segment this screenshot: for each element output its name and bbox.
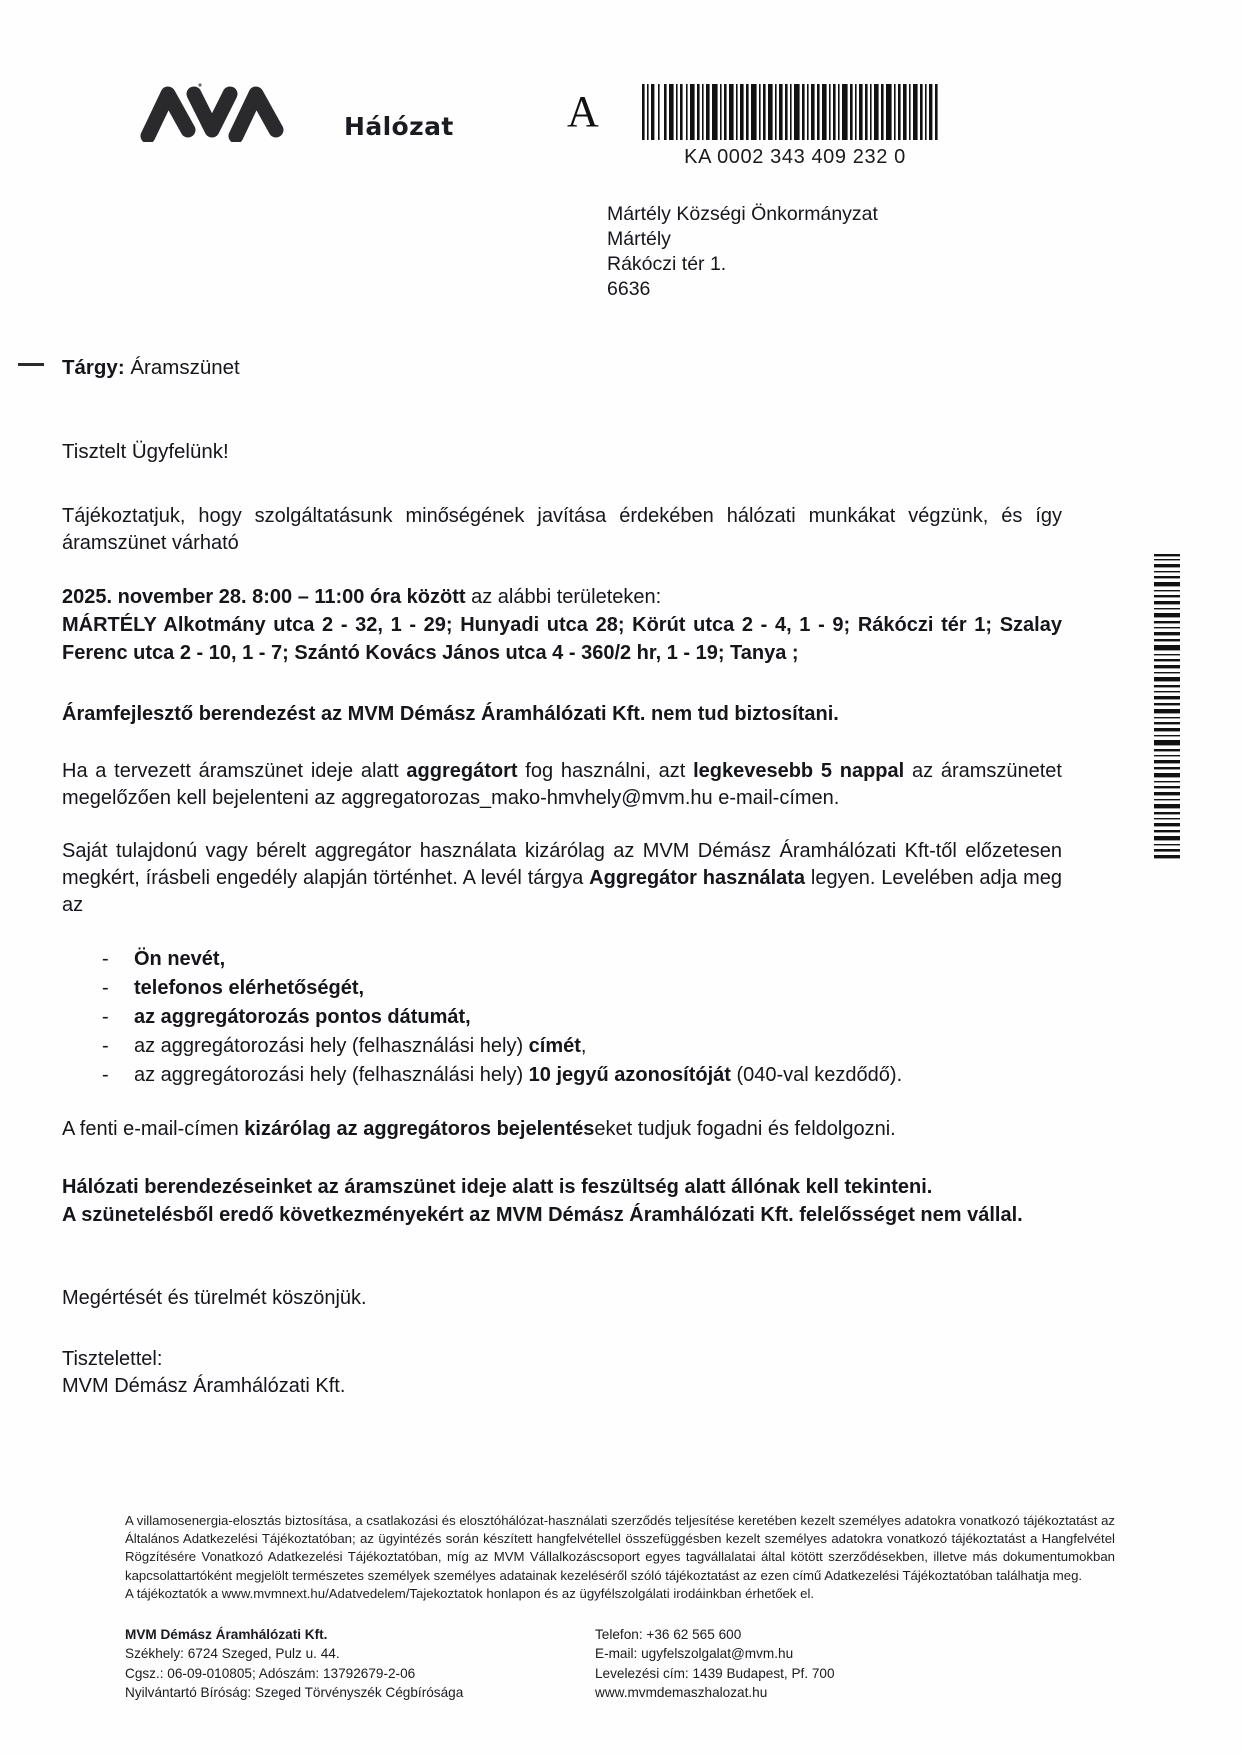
footer-company-court: Nyilvántartó Bíróság: Szeged Törvényszék Cégbírósága bbox=[125, 1685, 464, 1701]
signoff-line-1: Tisztelettel: bbox=[62, 1348, 163, 1370]
list-item bbox=[62, 945, 1062, 974]
footer-contact-details bbox=[595, 1625, 1055, 1703]
subject-value: Áramszünet bbox=[124, 356, 240, 379]
email-note-paragraph bbox=[62, 1116, 1062, 1143]
thanks-line: Megértését és türelmét köszönjük. bbox=[62, 1287, 367, 1309]
letter-body bbox=[62, 355, 1062, 1400]
subject-line bbox=[62, 355, 1062, 381]
footer-contact-website: www.mvmdemaszhalozat.hu bbox=[595, 1685, 768, 1701]
address-line-1: Mártély Községi Önkormányzat bbox=[607, 203, 878, 225]
footer-contact-phone: Telefon: +36 62 565 600 bbox=[595, 1627, 742, 1643]
list-item-pre: az aggregátorozási hely (felhasználási hely) bbox=[134, 1064, 529, 1086]
list-item-post: , bbox=[580, 1035, 587, 1057]
agg-p1-c: fog használni, azt bbox=[517, 760, 694, 782]
list-item bbox=[62, 974, 1062, 1003]
outage-details-block bbox=[62, 583, 1062, 667]
safety-warning-block bbox=[62, 1173, 1062, 1229]
side-barcode bbox=[1154, 552, 1180, 862]
agg-p1-bold-2: legkevesebb 5 nappal bbox=[693, 760, 905, 782]
signoff-line-2: MVM Démász Áramhálózati Kft. bbox=[62, 1375, 346, 1397]
list-dash: - bbox=[102, 1006, 109, 1028]
list-item-bold: címét bbox=[528, 1035, 581, 1057]
brand-logo-word: Hálózat bbox=[344, 112, 454, 141]
list-item-bold: Ön nevét, bbox=[134, 948, 226, 970]
greeting-line: Tisztelt Ügyfelünk! bbox=[62, 440, 229, 463]
email-note-bold: kizárólag az aggregátoros bejelentés bbox=[244, 1118, 595, 1140]
footer-contact-mailing-address: Levelezési cím: 1439 Budapest, Pf. 700 bbox=[595, 1665, 835, 1681]
barcode-block bbox=[640, 84, 950, 169]
footer-contact-email: E-mail: ugyfelszolgalat@mvm.hu bbox=[595, 1646, 794, 1662]
aggregator-paragraph-1 bbox=[62, 758, 1062, 812]
mvm-logo bbox=[138, 80, 318, 147]
footer-legal-block bbox=[125, 1512, 1115, 1603]
required-info-list bbox=[62, 945, 1062, 1090]
barcode-number: KA 0002 343 409 232 0 bbox=[684, 146, 906, 168]
list-item-bold: 10 jegyű azonosítóját bbox=[528, 1064, 731, 1086]
outage-datetime-tail: az alábbi területeken: bbox=[465, 586, 662, 608]
footer-company-seat: Székhely: 6724 Szeged, Pulz u. 44. bbox=[125, 1646, 340, 1662]
recipient-address bbox=[607, 202, 878, 302]
letter-footer bbox=[125, 1512, 1115, 1703]
list-item-bold: telefonos elérhetőségét, bbox=[134, 977, 365, 999]
aggregator-paragraph-2 bbox=[62, 838, 1062, 919]
agg-p2-c: legyen. Levelében adja meg az bbox=[62, 867, 1062, 916]
email-note-a: A fenti e-mail-címen bbox=[62, 1118, 245, 1140]
list-dash: - bbox=[102, 1064, 109, 1086]
barcode bbox=[640, 84, 940, 140]
list-dash: - bbox=[102, 948, 109, 970]
list-item bbox=[62, 1003, 1062, 1032]
agg-p1-e: az áramszünetet megelőzően kell bejelenteni az aggregatorozas_mako-hmvhely@mvm.hu e-mail-címen. bbox=[62, 760, 1062, 809]
list-item bbox=[62, 1061, 1062, 1090]
address-line-2: Mártély bbox=[607, 228, 671, 250]
list-item bbox=[62, 1032, 1062, 1061]
footer-company-details bbox=[125, 1625, 595, 1703]
address-line-4: 6636 bbox=[607, 278, 651, 300]
warning-line-2: A szünetelésből eredő következményekért az MVM Démász Áramhálózati Kft. felelősséget nem vállal. bbox=[62, 1204, 1023, 1226]
agg-p1-a: Ha a tervezett áramszünet ideje alatt bbox=[62, 760, 407, 782]
footer-company-columns bbox=[125, 1625, 1115, 1703]
footer-company-name: MVM Démász Áramhálózati Kft. bbox=[125, 1627, 328, 1643]
letter-header bbox=[0, 62, 1242, 192]
agg-p2-a: Saját tulajdonú vagy bérelt aggregátor használata kizárólag az MVM Démász Áramhálózati Kft-től előzetesen megkért, írásbeli engedély alapján történhet. A levél tárgya bbox=[62, 840, 1062, 889]
footer-legal-paragraph: A villamosenergia-elosztás biztosítása, a csatlakozási és elosztóhálózat-használati szerződés teljesítése keretében kezelt személyes adatokra vonatkozó tájékoztatást az Általános Adatkezelési Tájékoztatóban; az ügyintézés során készített hangfelvétellel összefüggésben kezelt személyes adatokra vonatkozó tájékoztatást a Hangfelvétel Rögzítésére Vonatkozó Adatkezelési Tájékoztatóban, míg az MVM Vállalkozáscsoport egyes tagvállalatai által kötött szerződésekben, illetve más dokumentumokban kapcsolattartóként megjelölt természetes személyek személyes adatainak kezeléséről szóló tájékoztatást az ezen című Adatkezelési Tájékoztatóban találhatja meg. bbox=[125, 1513, 1115, 1583]
list-item-post: (040-val kezdődő). bbox=[730, 1064, 903, 1086]
agg-p1-bold-1: aggregátort bbox=[406, 760, 518, 782]
brand-logo-block bbox=[138, 80, 454, 147]
outage-street-list: MÁRTÉLY Alkotmány utca 2 - 32, 1 - 29; Hunyadi utca 28; Körút utca 2 - 4, 1 - 9; Rákóczi tér 1; Szalay Ferenc utca 2 - 10, 1 - 7; Szántó Kovács János utca 4 - 360/2 hr, 1 - 19; Tanya ; bbox=[62, 614, 1062, 664]
margin-tick-mark bbox=[18, 363, 44, 366]
letter-class-mark: A bbox=[567, 87, 599, 136]
signoff-block bbox=[62, 1346, 1062, 1400]
list-item-bold: az aggregátorozás pontos dátumát, bbox=[134, 1006, 471, 1028]
agg-p2-bold: Aggregátor használata bbox=[589, 867, 806, 889]
footer-company-registration: Cgsz.: 06-09-010805; Adószám: 13792679-2-06 bbox=[125, 1665, 416, 1681]
email-note-c: eket tudjuk fogadni és feldolgozni. bbox=[594, 1118, 896, 1140]
list-item-pre: az aggregátorozási hely (felhasználási hely) bbox=[134, 1035, 529, 1057]
list-dash: - bbox=[102, 977, 109, 999]
list-dash: - bbox=[102, 1035, 109, 1057]
footer-legal-last-line: A tájékoztatók a www.mvmnext.hu/Adatvedelem/Tajekoztatok honlapon és az ügyfélszolgálati irodáinkban érhetőek el. bbox=[125, 1585, 815, 1601]
warning-line-1: Hálózati berendezéseinket az áramszünet ideje alatt is feszültség alatt állónak kell tekinteni. bbox=[62, 1176, 933, 1198]
generator-notice: Áramfejlesztő berendezést az MVM Démász Áramhálózati Kft. nem tud biztosítani. bbox=[62, 703, 839, 725]
address-line-3: Rákóczi tér 1. bbox=[607, 253, 727, 275]
outage-datetime: 2025. november 28. 8:00 – 11:00 óra között bbox=[62, 586, 466, 608]
intro-paragraph: Tájékoztatjuk, hogy szolgáltatásunk minőségének javítása érdekében hálózati munkákat végzünk, és így áramszünet várható bbox=[62, 505, 1062, 554]
subject-label: Tárgy: bbox=[62, 356, 125, 379]
